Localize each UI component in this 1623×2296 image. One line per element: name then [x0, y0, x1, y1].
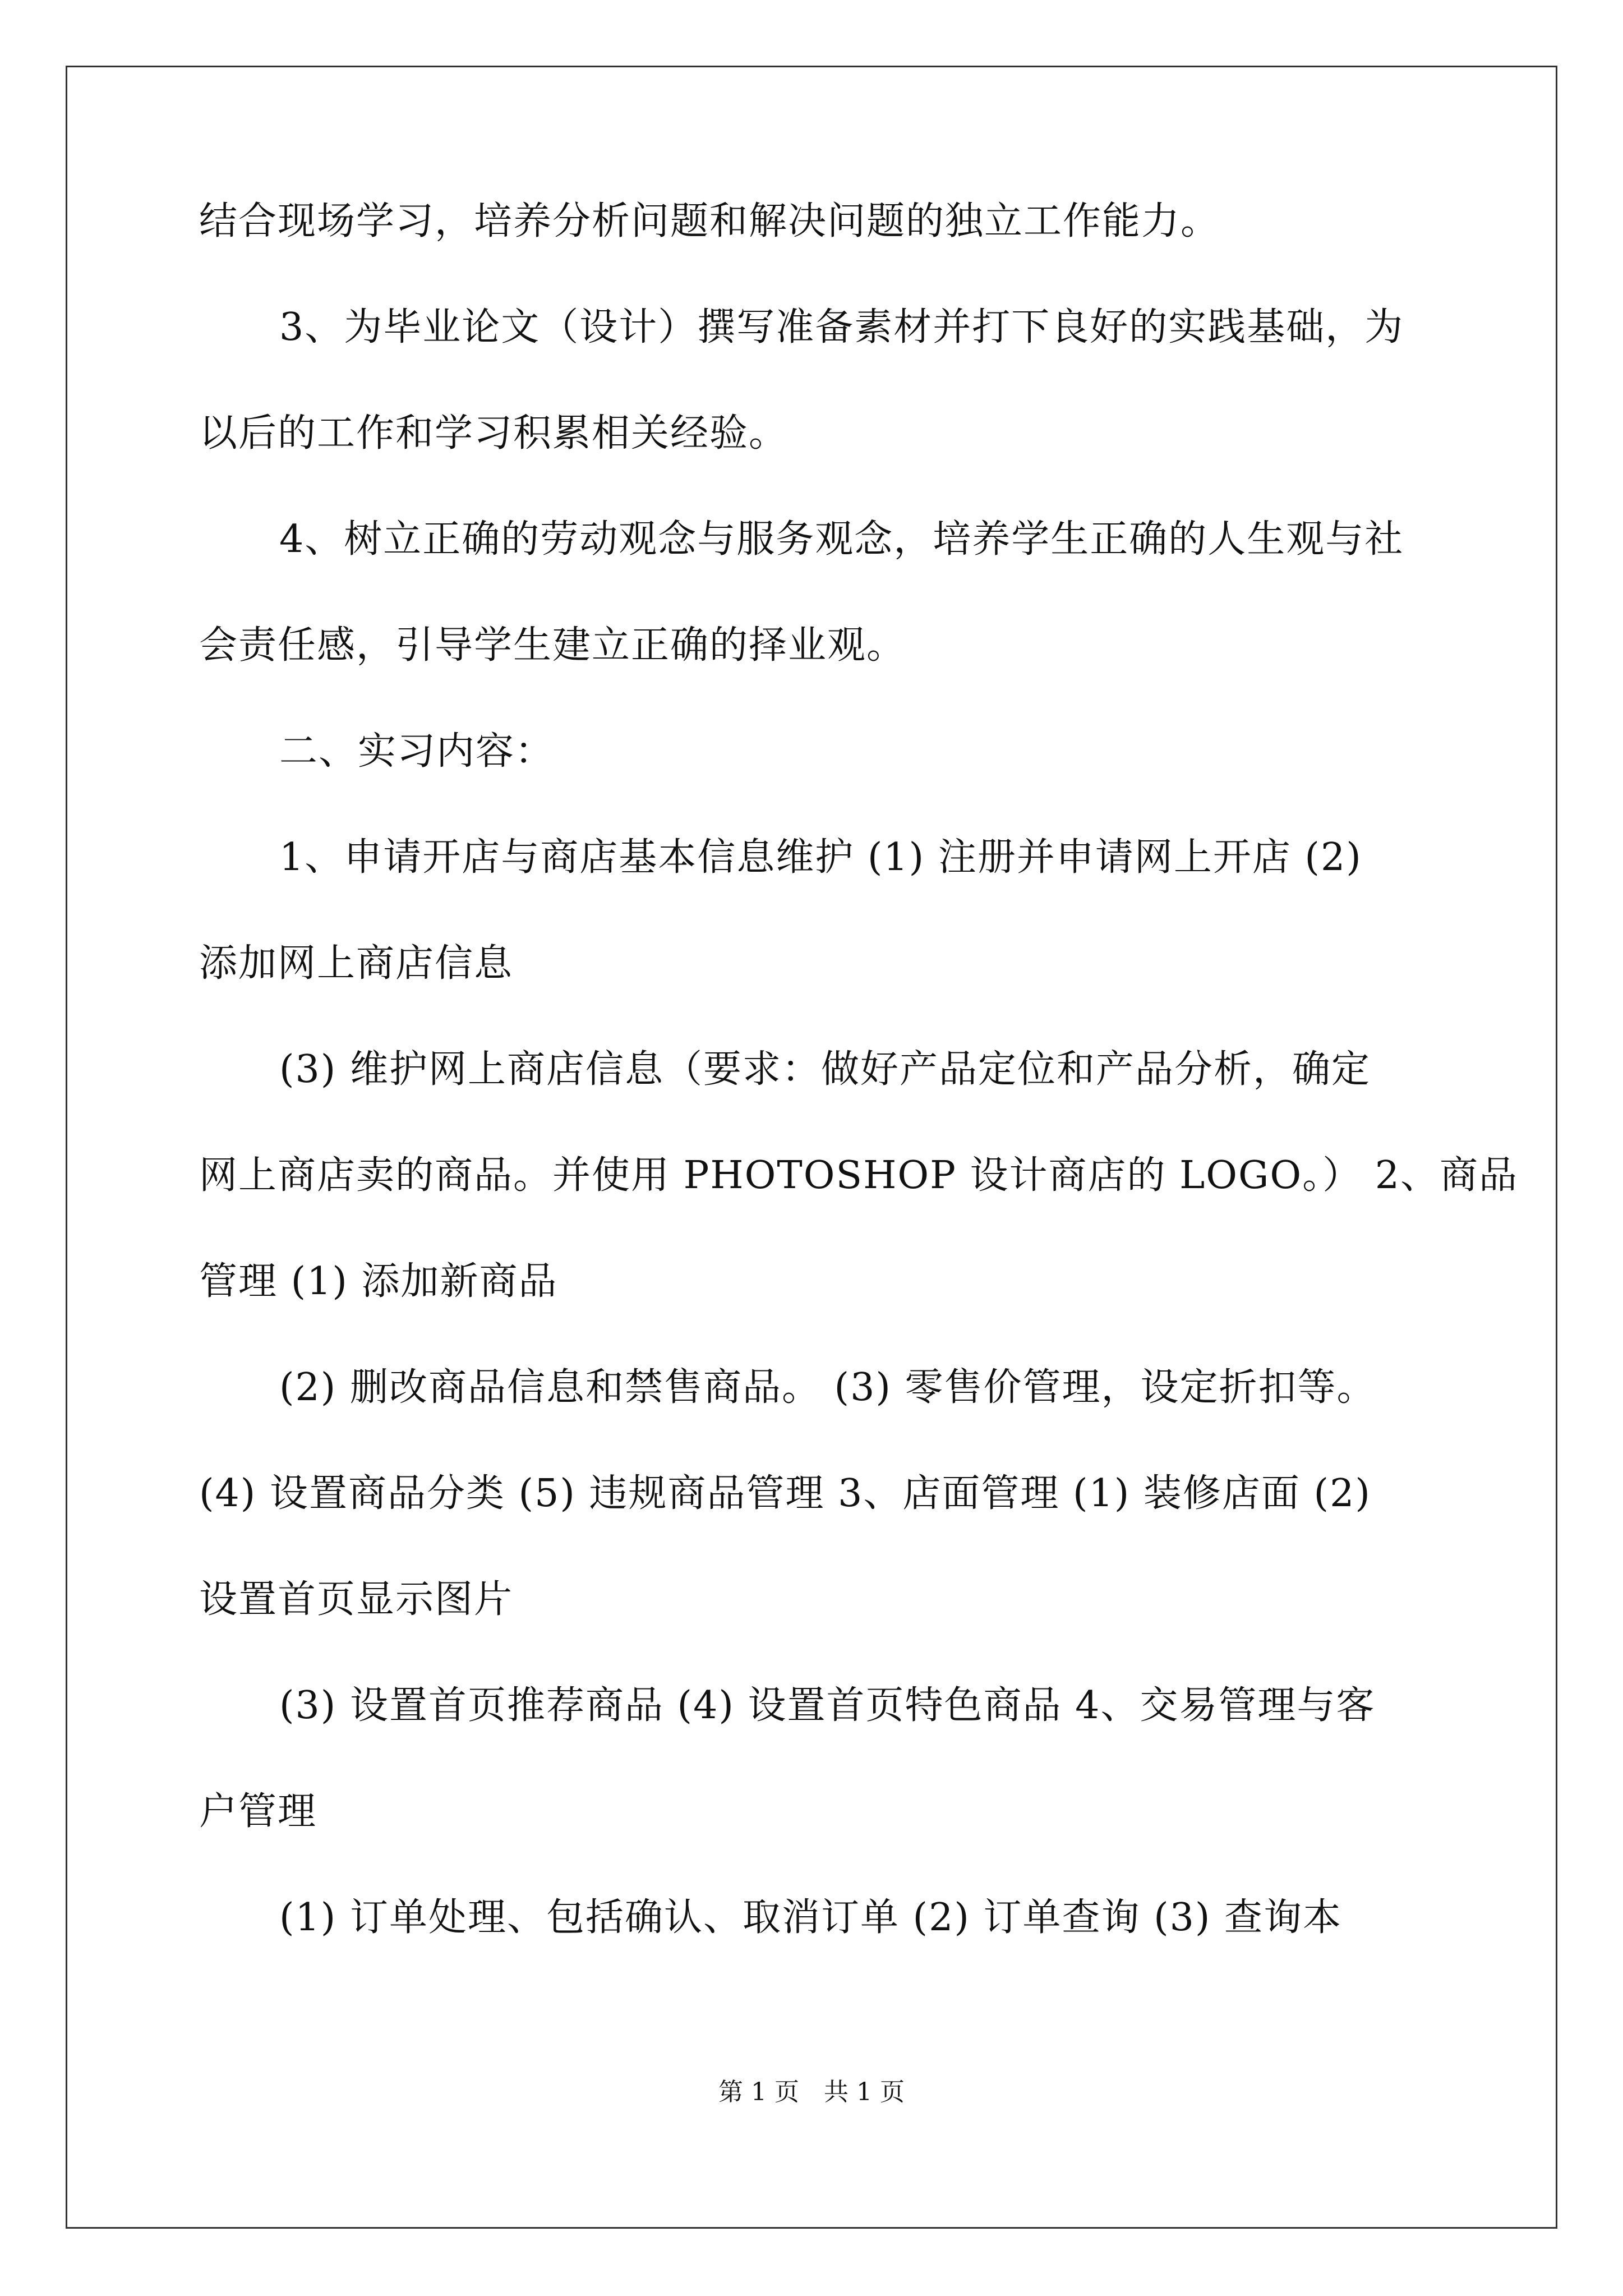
text-line: 3、为毕业论文（设计）撰写准备素材并打下良好的实践基础，为 — [279, 305, 1404, 349]
text-line: 会责任感，引导学生建立正确的择业观。 — [199, 623, 906, 668]
text-line: 结合现场学习，培养分析问题和解决问题的独立工作能力。 — [199, 199, 1220, 243]
text-line: 设置首页显示图片 — [199, 1577, 514, 1622]
page-footer: 第 1 页 共 1 页 — [718, 2078, 905, 2106]
text-line: 添加网上商店信息 — [199, 941, 514, 986]
text-line: 4、树立正确的劳动观念与服务观念，培养学生正确的人生观与社 — [279, 517, 1404, 562]
text-line: (2) 删改商品信息和禁售商品。 (3) 零售价管理，设定折扣等。 — [279, 1365, 1376, 1410]
text-line: (4) 设置商品分类 (5) 违规商品管理 3、店面管理 (1) 装修店面 (2) — [199, 1471, 1371, 1516]
section-heading: 二、实习内容： — [279, 729, 555, 774]
text-line: (1) 订单处理、包括确认、取消订单 (2) 订单查询 (3) 查询本 — [279, 1895, 1343, 1940]
text-line: 管理 (1) 添加新商品 — [199, 1259, 558, 1304]
text-line: 网上商店卖的商品。并使用 PHOTOSHOP 设计商店的 LOGO。） 2、商品 — [199, 1153, 1518, 1198]
text-line: (3) 设置首页推荐商品 (4) 设置首页特色商品 4、交易管理与客 — [279, 1683, 1376, 1728]
text-line: (3) 维护网上商店信息（要求：做好产品定位和产品分析，确定 — [279, 1047, 1371, 1092]
text-line: 以后的工作和学习积累相关经验。 — [199, 411, 789, 455]
text-line: 1、申请开店与商店基本信息维护 (1) 注册并申请网上开店 (2) — [279, 835, 1362, 880]
text-line: 户管理 — [199, 1789, 317, 1834]
